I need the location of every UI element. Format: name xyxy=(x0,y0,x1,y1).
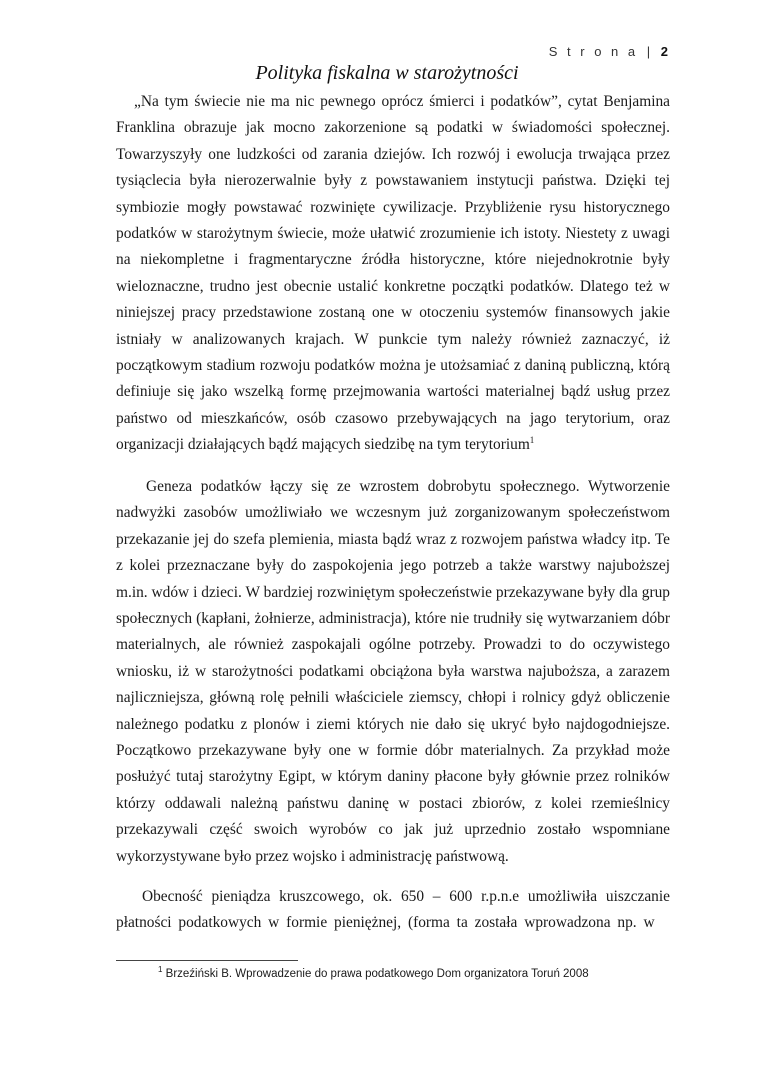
footnote-text: Brzeźiński B. Wprowadzenie do prawa podatkowego Dom organizatora Toruń 2008 xyxy=(162,968,589,980)
paragraph-money xyxy=(116,884,670,937)
footnote-separator xyxy=(116,960,298,961)
paragraph-genesis-text: Geneza podatków łączy się ze wzrostem dobrobytu społecznego. Wytworzenie nadwyżki zasobów umożliwiało we wczesnym już zorganizowanym społeczeństwom przekazanie jej do szefa plemienia, miasta bądź wraz z rozwojem państwa władcy itp. Te z kolei przeznaczane były do zaspokojenia jego potrzeb a także warstwy najuboższej m.in. wdów i dzieci. W bardziej rozwiniętym społeczeństwie przekazywane były dla grup społecznych (kapłani, żołnierze, administracja), które nie trudniły się wytwarzaniem dóbr materialnych, ale również zaspokajali ogólne potrzeby. Prowadzi to do oczywistego wniosku, iż w starożytności podatkami obciążona była warstwa najuboższa, a zarazem najliczniejsza, główną rolę pełnili właściciele ziemscy, chłopi i rolnicy gdyż obliczenie należnego podatku z plonów i ziemi których nie dało się ukryć było najdogodniejsze. Początkowo przekazywane były one w formie dóbr materialnych. Za przykład może posłużyć tutaj starożytny Egipt, w którym daniny płacone były głównie przez rolników którzy oddawali należną państwu daninę w postaci zbiorów, z kolei rzemieślnicy przekazywali część swoich wyrobów co jak już uprzednio zostało wspomniane wykorzystywane było przez wojsko i administrację państwową. xyxy=(116,478,670,865)
page-header xyxy=(549,44,668,59)
footnote-reference[interactable]: 1 xyxy=(529,435,535,446)
page-number: 2 xyxy=(660,44,668,59)
paragraph-intro-text: „Na tym świecie nie ma nic pewnego oprócz śmierci i podatków”, cytat Benjamina Franklina obrazuje jak mocno zakorzenione są podatki w świadomości społecznej. Towarzyszyły one ludzkości od zarania dziejów. Ich rozwój i ewolucja trwająca przez tysiąclecia była nierozerwalnie były z powstawaniem instytucji państwa. Dzięki tej symbiozie mogły powstawać rozwinięte cywilizacje. Przybliżenie rysu historycznego podatków w starożytnym świecie, może ułatwić zrozumienie ich istoty. Niestety z uwagi na niekompletne i fragmentaryczne źródła historyczne, które niejednokrotnie były wieloznaczne, trudno jest obecnie ustalić konkretne początki podatków. Dlatego też w niniejszej pracy przedstawione zostaną one w otoczeniu systemów finansowych jakie istniały w analizowanych krajach. W punkcie tym należy również zaznaczyć, iż początkowym stadium rozwoju podatków można je utożsamiać z daniną publiczną, którą definiuje się jako wszelką formę przejmowania wartości materialnej bądź usług przez państwo od mieszkańców, osób czasowo przebywających na jago terytorium, oraz organizacji działających bądź mających siedzibę na tym terytorium xyxy=(116,93,670,454)
paragraph-genesis xyxy=(116,474,670,870)
document-title: Polityka fiskalna w starożytności xyxy=(255,62,519,84)
footnote-number: 1 xyxy=(158,965,163,975)
footnote xyxy=(158,965,589,980)
header-separator: | xyxy=(646,44,651,59)
page-label: S t r o n a xyxy=(548,44,639,59)
paragraph-intro xyxy=(116,89,670,459)
paragraph-money-text: Obecność pieniądza kruszcowego, ok. 650 – 600 r.p.n.e umożliwiła uiszczanie płatności podatkowych w formie pieniężnej, (forma ta została wprowadzona np. w xyxy=(116,888,670,932)
